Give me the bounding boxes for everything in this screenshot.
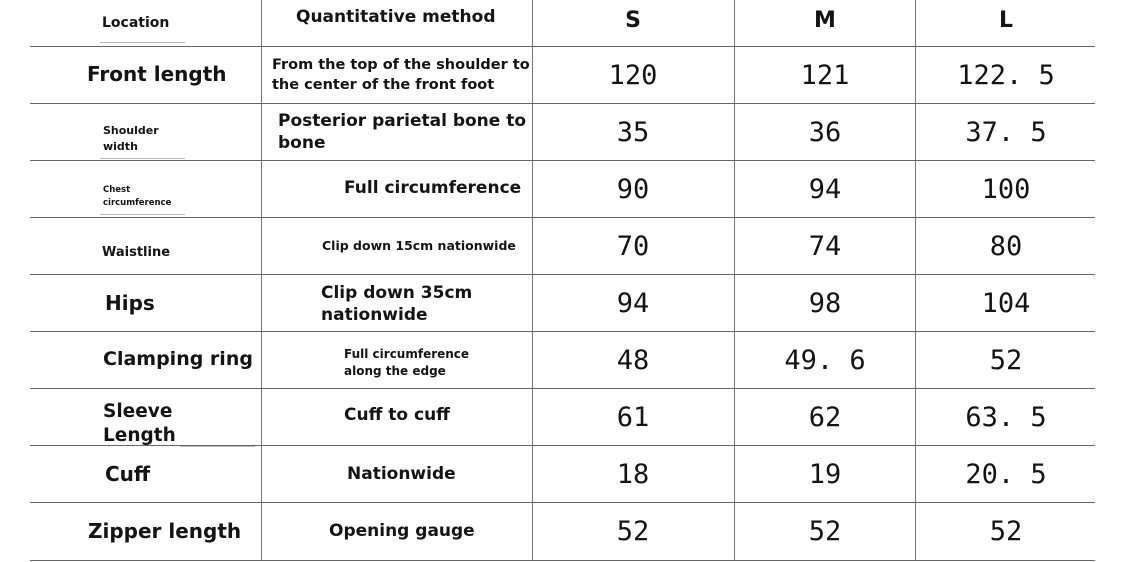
value-l: 52 <box>989 345 1023 376</box>
value-l: 80 <box>989 231 1023 262</box>
value-m: 19 <box>808 459 842 490</box>
value-l: 100 <box>981 174 1031 205</box>
value-l: 122. 5 <box>957 60 1055 91</box>
value-s: 90 <box>616 174 650 205</box>
value-s: 61 <box>616 402 650 433</box>
value-l: 37. 5 <box>965 117 1047 148</box>
value-s: 52 <box>616 516 650 547</box>
value-l: 104 <box>981 288 1031 319</box>
value-s: 120 <box>608 60 658 91</box>
value-m: 121 <box>800 60 850 91</box>
header-method: Quantitative method <box>296 7 496 27</box>
header-size-s: S <box>625 8 641 33</box>
value-s: 35 <box>616 117 650 148</box>
row-location: Front length <box>87 62 227 86</box>
value-m: 94 <box>808 174 842 205</box>
header-size-m: M <box>814 8 836 33</box>
row-method: Full circumference along the edge <box>344 347 470 378</box>
row-method: Opening gauge <box>329 521 475 541</box>
value-m: 36 <box>808 117 842 148</box>
value-s: 18 <box>616 459 650 490</box>
line-fragment <box>180 446 255 447</box>
header-size-l: L <box>998 8 1014 33</box>
column-divider <box>261 0 262 560</box>
row-location: Clamping ring <box>103 348 253 370</box>
value-l: 52 <box>989 516 1023 547</box>
value-m: 62 <box>808 402 842 433</box>
row-method: Cuff to cuff <box>344 405 450 425</box>
value-m: 98 <box>808 288 842 319</box>
line-fragment <box>100 42 185 43</box>
value-s: 94 <box>616 288 650 319</box>
row-location: Chest circumference <box>103 185 172 208</box>
value-s: 70 <box>616 231 650 262</box>
row-method: Clip down 35cm nationwide <box>321 283 473 325</box>
value-l: 20. 5 <box>965 459 1047 490</box>
value-m: 52 <box>808 516 842 547</box>
line-fragment <box>100 214 185 215</box>
row-location: Waistline <box>102 245 171 260</box>
row-location: Sleeve Length <box>103 401 176 446</box>
header-location: Location <box>102 15 170 31</box>
row-divider <box>30 560 1095 561</box>
row-location: Hips <box>105 291 155 315</box>
row-location: Zipper length <box>88 519 242 543</box>
value-s: 48 <box>616 345 650 376</box>
row-method: Nationwide <box>347 464 456 484</box>
value-m: 74 <box>808 231 842 262</box>
line-fragment <box>100 158 185 159</box>
row-location: Cuff <box>105 462 151 486</box>
row-method: From the top of the shoulder to the center of the front foot <box>272 57 530 93</box>
row-method: Full circumference <box>344 178 522 198</box>
row-method: Clip down 15cm nationwide <box>322 238 516 253</box>
value-m: 49. 6 <box>784 345 866 376</box>
value-l: 63. 5 <box>965 402 1047 433</box>
row-location: Shoulder width <box>103 124 159 153</box>
row-method: Posterior parietal bone to bone <box>278 111 527 153</box>
